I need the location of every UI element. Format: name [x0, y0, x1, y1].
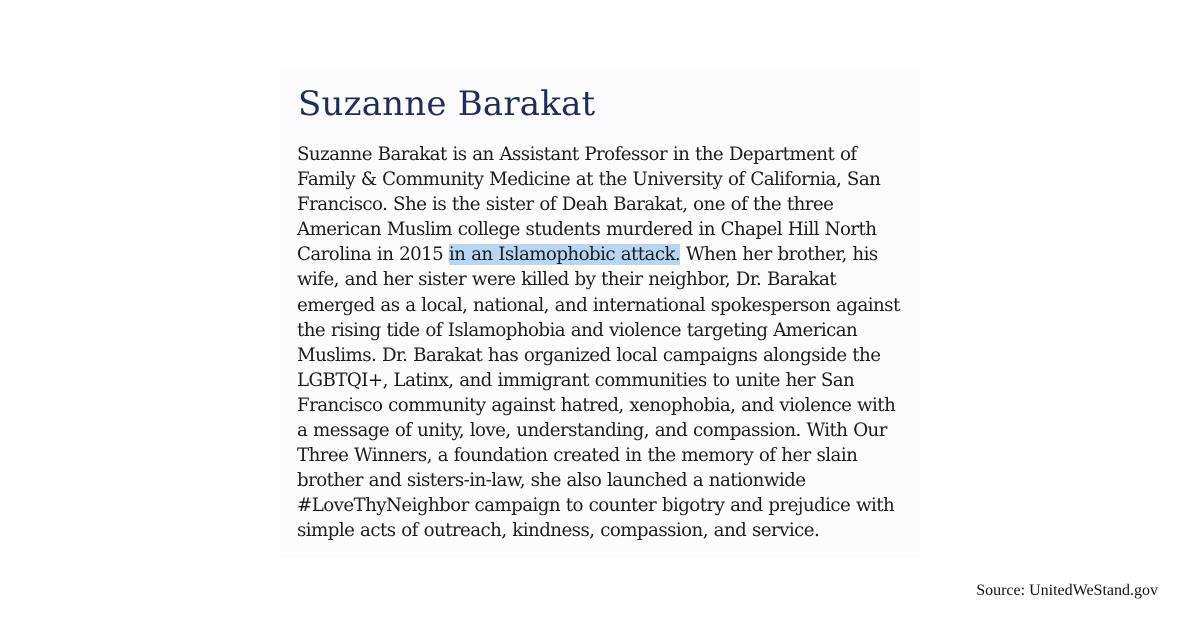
bio-line: Family & Community Medicine at the University of California, San [297, 169, 881, 191]
bio-line-segment: When her brother, his [680, 244, 878, 266]
bio-line: brother and sisters-in-law, she also launched a nationwide [297, 470, 806, 492]
person-name: Suzanne Barakat [298, 84, 596, 124]
bio-line: Francisco community against hatred, xenophobia, and violence with [297, 394, 896, 416]
bio-line: the rising tide of Islamophobia and violence targeting American [297, 319, 858, 341]
bio-line: simple acts of outreach, kindness, compassion, and service. [297, 520, 820, 542]
bio-line: #LoveThyNeighbor campaign to counter bigotry and prejudice with [297, 495, 895, 517]
bio-line: Three Winners, a foundation created in the memory of her slain [297, 445, 858, 467]
highlighted-text[interactable]: in an Islamophobic attack. [448, 244, 681, 266]
bio-line: emerged as a local, national, and international spokesperson against [297, 294, 900, 316]
bio-line: LGBTQI+, Latinx, and immigrant communities to unite her San [297, 369, 855, 391]
bio-line: wife, and her sister were killed by their neighbor, Dr. Barakat [297, 269, 837, 291]
bio-line: American Muslim college students murdered in Chapel Hill North [297, 219, 877, 241]
bio-line: a message of unity, love, understanding, and compassion. With Our [297, 420, 887, 442]
bio-line: Suzanne Barakat is an Assistant Professor in the Department of [297, 144, 857, 165]
source-credit: Source: UnitedWeStand.gov [976, 582, 1158, 599]
bio-line: Muslims. Dr. Barakat has organized local campaigns alongside the [297, 344, 881, 366]
bio-line: Francisco. She is the sister of Deah Barakat, one of the three [297, 194, 834, 216]
bio-paragraph [297, 142, 912, 544]
bio-line-segment: Carolina in 2015 [297, 244, 449, 266]
